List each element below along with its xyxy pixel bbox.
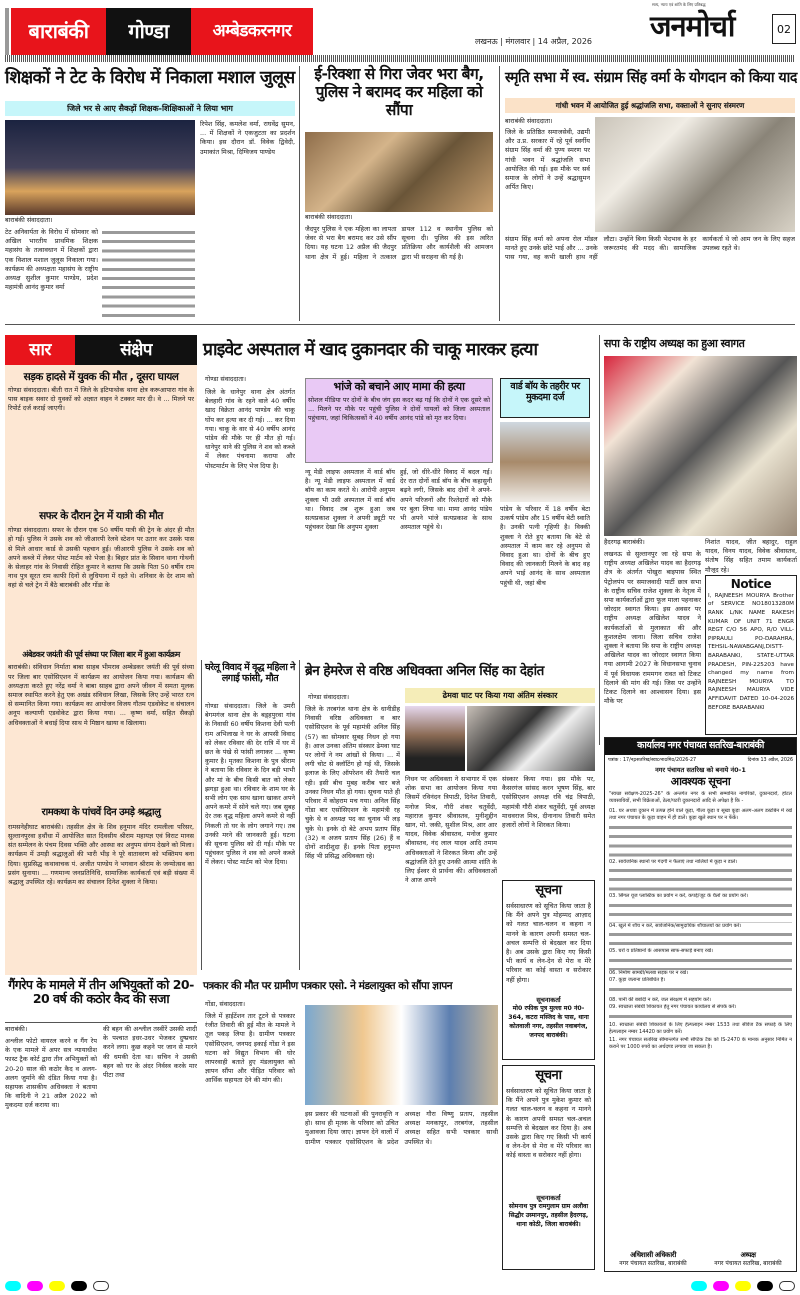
notice-point: 03. सिंगल यूज प्लास्टिक का प्रयोग न करें, कपड़े/जूट के थैलों का प्रयोग करें।: [609, 893, 749, 900]
newspaper-logo: जनमोर्चा: [650, 9, 735, 43]
notice-date: दिनांक 13 अप्रैल, 2026: [747, 757, 793, 763]
story-headline: सपा के राष्ट्रीय अध्यक्ष का हुआ स्वागत: [604, 337, 745, 350]
registration-mark-icon: [93, 1281, 109, 1291]
notice-point: 10. स्वच्छता संबंधी शिकायतों के लिए हेल्पलाइन नम्बर 1533 तथा सीवेज टैंक सफाई के लिए हेल्पलाइन नम्बर 14420 का प्रयोग करें।: [609, 1021, 792, 1036]
brief-body: रामसनेहीघाट बाराबंकी। तहसील क्षेत्र के शिव हनुमान मंदिर रामलीला परिसर, सुल्तानपुरवा हथौंधा में आयोजित सात दिवसीय श्रीराम महायज्ञ एवं विराट मानस संत सम्मेलन के पंचम दिवस भक्ति और आस्था का अनुपम संगम देखने को मिला। कार्यक्रम में उमड़ी श्रद्धालुओं की भारी भीड़ ने पूरे वातावरण को भक्तिमय बना दिया। सुप्रसिद्ध कथावाचक पं. अजीत पाण्डेय ने भगवान श्रीराम के जन्मोत्सव का प्रसंग सुनाया। ... गणमान्य जनप्रतिनिधि, सामाजिक कार्यकर्ता एवं बड़ी संख्या में श्रद्धालु उपस्थित रहे। कार्यक्रम का संचालन दिनेश शुक्ला ने किया।: [8, 822, 194, 887]
notice-point: 05. घरों व प्रतिष्ठानों के आसपास साफ-सफाई बनाए रखें।: [609, 948, 713, 955]
notice-signer: सोमनाथ पुत्र रामगुलाम ग्राम अलौवा सिद्धौर उस्मानपुर, तहसील हैदरगढ़, थाना कोठी, जिला बाराबंकी।: [508, 1202, 589, 1228]
story-body-col2: रिपेश सिंह, कमलेश वर्मा, राघवेंद्र सुमन, ... में शिक्षकों ने एकजुटता का प्रदर्शन किया। इस दौरान डॉ. विवेक द्विवेदी, उमाकांत मिश्रा, दिग्विजय पाण्डेय: [200, 120, 295, 156]
public-notice-2: [502, 1065, 595, 1270]
story-headline: ब्रेन हेमरेज से वरिष्ठ अधिवक्ता अनिल सिंह का देहांत: [305, 663, 544, 679]
notice-ref: पत्रांक : 17/नpसतरिख/स्वाoभाoमिo/2026-27: [608, 757, 697, 763]
brief-body: गोण्डा संवाददाता। सफर के दौरान एक 50 वर्षीय यात्री की ट्रेन के अंदर ही मौत हो गई। पुलिस ने उसके शव को जीआरपी रेलवे स्टेशन पर उतार कर उसके पास से मिले आधार कार्ड से उसकी पहचान हुई। जीआरपी पुलिस ने उसके शव को अपने कब्जे में लेकर पोस्ट मार्टम को भेजा है। बिहार प्रांत के सिवान थाना गोथनी के सेलाहर गांव के निवासी रोहित कुमार ने बताया कि उसके पिता 50 वर्षीय राम नाथ पुत्र सूरत राम काफी दिनों से लुधियाना में रहते थे। शनिवार के देर शाम को वहां से चले ट्रेन में बैठे बाराबंकी और गोंडा के: [8, 526, 194, 590]
story-body-col2: की बहन की अश्लील तस्वीरें उसकी शादी के पश्चात इधर-उधर भेजकर दुष्प्रचार करने लगा। कुछ कहने पर जान से मारने की धमकी देता था। सचिन ने उसकी बहन को घर के अंदर निर्वस्त्र करके मार पीटा तथा: [103, 1025, 197, 1080]
notice-point: 07. कूड़ा जलाना प्रतिबंधित है।: [609, 977, 666, 984]
dateline: गोण्डा संवाददाता।: [205, 375, 247, 383]
brief-headline: रामकथा के पांचवें दिन उमड़े श्रद्धालु: [41, 807, 161, 819]
brief-box: [5, 335, 197, 975]
notice-point: 04. खुले में शौच न करें, सार्वजनिक/सामुदायिक शौचालयों का प्रयोग करें।: [609, 922, 742, 929]
story-body: जिले के तरबगंज थाना क्षेत्र के धानीडीह निवासी वरिष्ठ अधिवक्ता व बार एसोसिएशन के पूर्व महामंत्री अनिल सिंह (57) का सोमवार सुबह निधन हो गया है। आज उनका अंतिम संस्कार ढेमवा घाट पर लोगों ने नम आंखों से किया। ... में लगी चोट से क्लॉटिंग हो गई थी, जिसके इलाज के लिए ऑपरेशन की तैयारी चल रही। इसी बीच मुबह करीब चार बजे उनका निधन मौत हो गया। सूचना पाते ही परिवार में कोहराम मच गया। अनिल सिंह गोंडा बार एसोसिएशन के महामंत्री रह चुके थे व अध्यक्ष पद का चुनाव भी लड़ चुके थे। इनके दो बेटे अभय प्रताप सिंह (32) व अजय प्रताप सिंह (26) हैं व दोनों शादीशुदा हैं। इनके पिता हनुमन्त सिंह भी प्रसिद्ध अधिवक्ता रहे।: [305, 705, 400, 861]
dateline: गोंडा, संवाददाता।: [205, 1000, 246, 1008]
story-subhead: गांधी भवन में आयोजित हुई श्रद्धांजलि सभा, वक्ताओं ने सुनाए संस्मरण: [505, 98, 795, 113]
notice-signer: मो0 रफीक पुत्र मुल्ला म0 नं0-364, कटरा मस्जिद के पास, थाना कोतवाली नगर, तहसील नवाबगंज, जनपद बाराबंकी।: [508, 1004, 589, 1039]
yellow-mark-icon: [49, 1281, 65, 1291]
brief-title-b: संक्षेप: [75, 335, 197, 365]
notice-point: 08. पानी की बर्बादी न करें, जल संरक्षण में सहयोग करें।: [609, 996, 711, 1003]
photo-caption: हैदरगढ़ बाराबंकी।: [604, 538, 645, 546]
cyan-mark-icon: [5, 1281, 21, 1291]
black-mark-icon: [71, 1281, 87, 1291]
signatory-office: नगर पंचायत सतरिख, बाराबंकी: [714, 1260, 782, 1267]
memorial-meeting-photo: [595, 117, 795, 232]
accused-photo: [500, 422, 590, 502]
brief-headline: सफर के दौरान ट्रेन में यात्री की मौत: [39, 510, 163, 523]
story-body: जिले में हाईटेंशन तार टूटने से पत्रकार रंजीत तिवारी की हुई मौत के मामले ने तूल पकड़ लिया है। ग्रामीण पत्रकार एसोसिएशन, जनपद इकाई गोंडा ने इस घटना को विद्युत विभाग की घोर लापरवाही बताते हुए मंडलायुक्त को ज्ञापन सौंपा और पीड़ित परिवार को आर्थिक सहायता देने की मांग की।: [205, 1012, 295, 1085]
notice-point-filler: [609, 823, 792, 859]
story-body: जिले के प्रतिष्ठित समाजसेवी, उद्यमी और उ.प्र. सरकार में रहे पूर्व स्वर्गीय संग्राम सिंह वर्मा की पुण्य स्मरण पर गांधी भवन में श्रद्धांजलि सभा आयोजित की गई। इस मौके पर सर्व समाज के लोगों ने उन्हें श्रद्धासुमन अर्पित किए।: [505, 128, 590, 192]
ward-boy-box: [500, 378, 590, 418]
story-subhead: जिले भर से आए सैकड़ों शिक्षक-शिक्षिकाओं ने लिया भाग: [5, 101, 295, 116]
section-label-barabanki: बाराबंकी: [11, 8, 106, 55]
police-handover-photo: [305, 132, 493, 212]
notice-body: सर्वसाधारण को सूचित किया जाता है कि मैंने अपने पुत्र मुकेश कुमार को गलत चाल-चलन व कहना न मानने के कारण अपनी समस्त चल-अचल सम्पत्ति से बेदखल कर दिया है। अब उसके द्वारा किए गए किसी भी कार्य व लेन-देन से मेरा व मेरे परिवार का कोई वास्ता व सरोकार नहीं होगा।: [506, 1086, 591, 1160]
story-headline: गैंगरेप के मामले में तीन अभियुक्तों को 20-20 वर्ष की कठोर कैद की सजा: [8, 977, 194, 1007]
brief-body: बाराबंकी। संविधान निर्माता बाबा साहब भीमराव अम्बेडकर जयंती की पूर्व संध्या पर जिला बार एसोसिएशन में कार्यक्रम का आयोजन किया गया। कार्यक्रम की अध्यक्षता करते हुए नरेंद्र वर्मा ने बाबा साहब द्वारा अपने जीवन में समता मूलक समाज स्थापित करने हेतु एक अखंड संविधान लिखा, जिसके लिए उन्हें भारत रत्न से सम्मानित किया गया। कार्यक्रम का आयोजन विजय गौतम एडवोकेट व संचालन अनूप कल्याणी एडवोकेट द्वारा किया गया। ... कृष्ण वर्मा, सहित सैकड़ो अधिवक्ताओं ने बधाई दिया साथ मे मिष्ठान खाया व खिलाया।: [8, 663, 194, 727]
tagline: सत्य, न्याय एवं शांति के लिए प्रतिबद्ध: [652, 2, 706, 7]
lead-body-col3: हुई, जो धीरे-धीरे विवाद में बदल गई। देर रात दोनों वार्ड बॉय के बीच कहासुनी बढ़ने लगी, जिसके बाद दोनों ने अपने-अपने परिजनों और रिश्तेदारों को मौके पर बुला लिया था। मामा आनंद पांडेय भी अपने भांजे सत्यप्रकाश के साथ अस्पताल पहुंचे थे।: [400, 468, 492, 532]
signatory-office: नगर पंचायत सतरिख, बाराबंकी: [619, 1260, 687, 1267]
magenta-mark-icon: [27, 1281, 43, 1291]
notice-title: Notice: [730, 577, 772, 591]
inset-body: सोशल मीडिया पर दोनों के बीच जंग इस कदर बढ़ गई कि दोनों ने एक दूसरे को ... मिलने पर मौके पर पहुंची पुलिस ने दोनों घायलों को जिला अस्पताल पहुंचाया, जहां चिकित्सकों ने 40 वर्षीय आनंद पांडे को मृत कर दिया।: [308, 395, 490, 423]
torch-march-photo: [5, 120, 195, 215]
story-subhead: ढेमवा घाट पर किया गया अंतिम संस्कार: [405, 688, 595, 703]
cyan-mark-icon: [691, 1281, 707, 1291]
story-headline: ई-रिक्शा से गिरा जेवर भरा बैग, पुलिस ने बरामद कर महिला को सौंपा: [314, 65, 484, 119]
lawyer-portrait-photo: [405, 706, 465, 771]
signatory-title: अध्यक्ष: [740, 1250, 756, 1259]
story-body: अश्लील फोटो वायरल करने व गैंग रेप के एक मामले में अपर सत्र न्यायाधीश फास्ट ट्रैक कोर्ट द्वारा तीन अभियुक्तों को 20-20 साल की कठोर कैद व अलग-अलग जुर्माने की दंडित किया गया है। सहायक शासकीय अधिवक्ता ने बताया कि वादिनी ने 21 अप्रैल 2022 को मुकदमा दर्ज कराया था।: [5, 1037, 97, 1110]
story-body: लखनऊ से सुल्तानपुर जा रहे सपा के राष्ट्रीय अध्यक्ष अखिलेश यादव का हैदरगढ़ क्षेत्र के अंतर्गत पोखुरा बाइपास स्थित पेट्रोलपंप पर समाजवादी पार्टी छात्र सभा के राष्ट्रीय सचिव राजेश शुक्ला के नेतृत्व में सपा कार्यकर्ताओं द्वारा फूल माला पहनाकर जोरदार स्वागत किया। इस अवसर पर राष्ट्रीय अध्यक्ष अखिलेश यादव ने कार्यकर्ताओं से मुलाकात की और कुशलक्षेम जाना। जिला सचिव राजेश शुक्ला ने बताया कि सपा के राष्ट्रीय अध्यक्ष अखिलेश यादव का जोरदार स्वागत किया गया आगामी 2027 के विधानसभा चुनाव में पूर्व विधायक राममगन रावत को टिकट दिलाने की मांग की गई। जिस पर उन्होंने टिकट दिलाने का आश्वासन दिया। इस मौके पर: [604, 550, 701, 706]
story-headline: पत्रकार की मौत पर ग्रामीण पत्रकार एसो. ने मंडलायुक्त को सौंपा ज्ञापन: [203, 980, 453, 992]
notice-point: 09. स्वच्छता संबंधी शिकायत हेतु नगर पंचायत कार्यालय से संपर्क करें।: [609, 1004, 737, 1011]
dateline: गोण्डा संवाददाता।: [308, 693, 350, 701]
masthead-rule: [5, 55, 795, 62]
registration-mark-icon: [779, 1281, 795, 1291]
photo-caption: बाराबंकी संवाददाता।: [305, 213, 353, 221]
inset-headline: भांजे को बचाने आए मामा की हत्या: [333, 380, 465, 393]
story-body-col2: इस प्रकार की घटनाओं की पुनरावृत्ति न हो। साथ ही मृतक के परिवार को उचित मुआवजा दिया जाए। ज्ञापन देने वालों में ग्रामीण पत्रकार एसोसिएशन के प्रदेश अध्यक्ष गौरा विष्णु प्रताप, तहसील अध्यक्ष मनकापुर, तरबगंज, तहसील अध्यक्ष सहित सभी पत्रकार साथी उपस्थित थे।: [305, 1110, 498, 1146]
notice-point: 02. सार्वजनिक स्थानों पर गंदगी न फैलाएं तथा नालियों में कूड़ा न डालें।: [609, 858, 738, 865]
magenta-mark-icon: [713, 1281, 729, 1291]
public-notice-1: [502, 880, 595, 1060]
brief-headline: अंबेडकर जयंती की पूर्व संध्या पर जिला बार में हुआ कार्यक्रम: [22, 650, 180, 660]
dateline: बाराबंकी संवाददाता।: [505, 117, 553, 125]
dateline: बाराबंकी।: [5, 1025, 28, 1033]
lead-body-col2: न्यू मेडी लाइफ अस्पताल में वार्ड बॉय है। न्यू मेडी लाइफ अस्पताल में वार्ड बॉय का काम करते थे। आरोपी अनुपम शुक्ला भी उसी अस्पताल में वार्ड बॉय था। विवाद तब शुरू हुआ जब सत्यप्रकाश शुक्ला ने अपनी ड्यूटी पर पहुंचकर देखा कि अनुपम शुक्ला: [305, 468, 395, 532]
nagar-panchayat-notice: [604, 737, 797, 1272]
notice-office-title: कार्यालय नगर पंचायत सतरिख-बाराबंकी: [605, 738, 796, 755]
condolence-meeting-photo: [467, 706, 595, 771]
signatory-title: अधिशासी अधिकारी: [630, 1250, 676, 1259]
lead-headline: प्राइवेट अस्पताल में खाद दुकानदार की चाकू मारकर हत्या: [203, 340, 538, 360]
dateline: लखनऊ | मंगलवार | 14 अप्रैल, 2026: [475, 37, 593, 46]
notice-body: I, RAJNEESH MOURYA Brother of SERVICE NO18013280M RANK L/NK NAME RAKESH KUMAR OF UNIT 71 ENGR REGT C/O 56 APO, R/O VILL-PIPRAULI PO-DARAHRA, TEHSIL-NAWABGANJ,DISTT-BARABANKI, STATE-UTTAR PRADESH, PIN-225203 have changed my name from RAJNEESH MOURYA TO RAJNEESH MAURYA VIDE AFFIDAVIT DATED 10-04-2026 BEFORE BARABANKI: [708, 592, 794, 711]
story-body-col3: संस्कार किया गया। इस मौके पर, कैसरगंज सांसद करन भूषण सिंह, बार एसोसिएशन अध्यक्ष रवि चंद्र त्रिपाठी, महामंत्री गौरी शंकर चतुर्वेदी, पूर्व अध्यक्ष माधवराज मिश्र, दीनानाथ तिवारी समेत हजारों लोगों ने शिरकत किया।: [502, 775, 595, 830]
yellow-mark-icon: [735, 1281, 751, 1291]
notice-title: सूचना: [535, 1068, 562, 1083]
story-headline: शिक्षकों ने टेट के विरोध में निकाला मशाल जुलूस: [5, 68, 295, 88]
notice-dept: नगर पंचायत सतरिख को बनाये नं0-1: [655, 765, 746, 774]
lead-inset-box: [305, 378, 493, 463]
notice-title: सूचना: [535, 883, 562, 898]
section-label-gonda: गोण्डा: [106, 8, 191, 55]
ward-boy-body: पांडेय के परिवार में 18 वर्षीय बेटा उत्कर्ष पांडेय और 15 वर्षीय बेटी स्वाति है। उनकी पत्नी गृहिणी है। विक्की शुक्ला ने रोते हुए बताया कि बेटे से अस्पताल में काम कर रहे अनुपम से विवाद हुआ था। दोनों के बीच हुए विवाद की जानकारी मिलने के बाद वह अपने भाई आनंद के साथ अस्पताल पहुंची थी, जहां बीच: [500, 505, 590, 587]
sp-welcome-photo: [604, 356, 797, 536]
story-body: जैदपुर पुलिस ने एक महिला का लापता जेवर से भरा बैग बरामद कर उसे सौंप दिया। यह घटना 12 अप्रैल की जैदपुर थाना क्षेत्र में हुई। महिला ने तत्काल डायल 112 व स्थानीय पुलिस को सूचना दी। पुलिस की इस त्वरित प्रतिक्रिया और कार्यशैली की आमजन द्वारा भी सराहना की गई है।: [305, 225, 493, 261]
story-body-col2: निधन पर अधिवक्ता ने सभागार में एक शोक सभा का आयोजन किया गया जिसमें रविनंदन त्रिपाठी, दिनेश तिवारी, मनोज मिश्र, गौरी शंकर चतुर्वेदी, महाराज कुमार श्रीवास्तव, मुनीशुद्दीन खान, मो. जकी, सुशील मिश्र, आर आर यादव, विवेक श्रीवास्तव, मनोज कुमार श्रीवास्तव, नंद लाल यादव आदि तमाम अधिवक्ताओं ने शिरकत किया और उन्हें श्रद्धांजलि देते हुए उनकी आत्मा शांति के लिए ईश्वर से प्रार्थना की। अधिवक्ताओं ने आज अपने: [405, 775, 497, 885]
notice-intro: "स्वच्छ सर्वेक्षण-2025-26" के अन्तर्गत नगर के सभी सम्मानित नागरिकों, दुकानदारों, होटल व्यवसायियों, सभी विक्रेताओं, ठेला/पटरी दुकानदारों आदि से अपेक्षा है कि -: [609, 790, 792, 805]
page-number: 02: [772, 14, 796, 44]
brief-body: गोण्डा संवाददाता। बीती रात में जिले के इटियाथोक थाना क्षेत्र करूआपारा गांव के पास बाइक सवार दो युवकों को अज्ञात वाहन ने टक्कर मार दी। वे ... मिलने पर रिपोर्ट दर्ज कराई जाएगी।: [8, 386, 194, 413]
story-headline: घरेलू विवाद में वृद्ध महिला ने लगाई फांसी, मौत: [205, 662, 295, 684]
brief-title-a: सार: [5, 335, 75, 365]
photo-caption: बाराबंकी संवाददाता।: [5, 216, 53, 224]
print-color-marks: [0, 1281, 800, 1293]
story-body-cont: [102, 228, 195, 320]
memorandum-handover-photo: [305, 1005, 498, 1105]
story-body-col2: निशांत यादव, जीत बहादुर, राहुल यादव, विनय यादव, विवेक श्रीवास्तव, संतोष सिंह सहित तमाम कार्यकर्ता मौजूद रहे।: [705, 538, 797, 573]
notice-heading: आवश्यक सूचना: [670, 774, 731, 788]
story-body-cont: संग्राम सिंह वर्मा को अपना रोल मॉडल मानते हुए उनके छोटे भाई और ... उनके पास गया, वह कभी खाली हाथ नहीं लौटा। उन्होंने बिना किसी भेदभाव के हर जरूरतमंद की मदद की। सामाजिक कार्यकर्ता थे जो आम जन के लिए सहज उपलब्ध रहते थे।: [505, 235, 795, 262]
ward-boy-headline: वार्ड बॉय के तहरीर पर मुकदमा दर्ज: [510, 381, 580, 403]
notice-point: 01. घर अथवा दुकान में उत्पन्न होने वाले कूड़ा, गीला कूड़ा व सूखा कूड़ा अलग-अलग डस्टबिन में रखें तथा नगर पंचायत के कूड़ा वाहन में ही डालें। कूड़ा खुले स्थान पर न फेंकें।: [609, 807, 792, 822]
story-body: गोण्डा संवाददाता। जिले के उमरी बेगमगंज थाना क्षेत्र के बड़्हपुरवा गांव के निवासी 60 वर्षीय किशना देवी पत्नी राम अभिलाख ने घर के आपसी विवाद को लेकर रविवार की देर रात्रि में घर में छत के पंखे से फांसी लगाकर ... कृष्ण कुमार है। मृतका किशना के पुत्र श्रीराम ने बताया कि रविवार के दिन बड़ी भाभी और मां के बीच किसी बात को लेकर झगड़ा हुआ था। रविवार के शाम घर के सभी लोग एक साथ खाना खाकर अपने अपने कमरे में सोने चले गए। जब सुबह देर तक वृद्ध महिला अपने कमरे से नहीं निकली तो घर के लोग जगाने गए। तब उनकी मरने की जानकारी हुई। घटना की सूचना पुलिस को दी गई। मौके पर पहुंचकर पुलिस ने शव को अपने कब्जे में लेकर। पोस्ट मार्टम को भेज दिया।: [205, 702, 295, 867]
black-mark-icon: [757, 1281, 773, 1291]
lead-body: जिले के धानेपुर थाना क्षेत्र अंतर्गत बेलहारी गांव के रहने वाले 40 वर्षीय खाद विक्रेता आनंद पाण्डेय की चाकू घोंप कर हत्या कर दी गई। ... कर दिया गया। चाकू के वार से 40 वर्षीय आनंद पांडेय की मौके पर ही मौत हो गई। धानेपुर थाने की पुलिस ने शव को कब्जे में लेकर पंचनामा कराया और पोस्टमार्टम के लिए भेज दिया है।: [205, 388, 295, 470]
name-change-notice: [705, 575, 797, 735]
notice-body: सर्वसाधारण को सूचित किया जाता है कि मैंने अपने पुत्र मोहम्मद आज़ाद को गलत चाल-चलन व कहना न मानने के कारण अपनी समस्त चल-अचल सम्पत्ति से बेदखल कर दिया है। अब उसके द्वारा किए गए किसी भी कार्य व लेन-देन से मेरा व मेरे परिवार का कोई वास्ता व सरोकार नहीं होगा।: [506, 901, 591, 984]
notice-point: 06. निर्माण सामग्री/मलबा सड़क पर न रखें।: [609, 969, 689, 976]
notice-point: 11. नगर पंचायत सतरिख सीमान्तर्गत सभी सेप्टिक टैंक को IS-2470 के मानक अनुसार निर्मित न कराने पर 1000 रुपये का अर्थदण्ड लगाया जा सकता है।: [609, 1036, 792, 1051]
notice-signer-label: सूचनाकर्ता: [536, 1193, 561, 1202]
brief-headline: सड़क हादसे में युवक की मौत , दूसरा घायल: [23, 371, 179, 383]
notice-signer-label: सूचनाकर्ता: [536, 995, 561, 1004]
section-label-ambedkarnagar: अम्बेडकरनगर: [191, 8, 313, 55]
story-headline: स्मृति सभा में स्व. संग्राम सिंह वर्मा के योगदान को किया याद: [505, 70, 797, 86]
story-body: टेट अनिवार्यता के विरोध में सोमवार को अखिल भारतीय प्राथमिक शिक्षक महासंघ के तत्वावधान में शिक्षकों द्वारा एक विशाल मशाल जुलूस निकाला गया। कार्यक्रम की अध्यक्षता महासंघ के राष्ट्रीय अध्यक्ष सुशील कुमार पाण्डेय, प्रदेश महामंत्री आनंद कुमार वर्मा: [5, 228, 98, 292]
